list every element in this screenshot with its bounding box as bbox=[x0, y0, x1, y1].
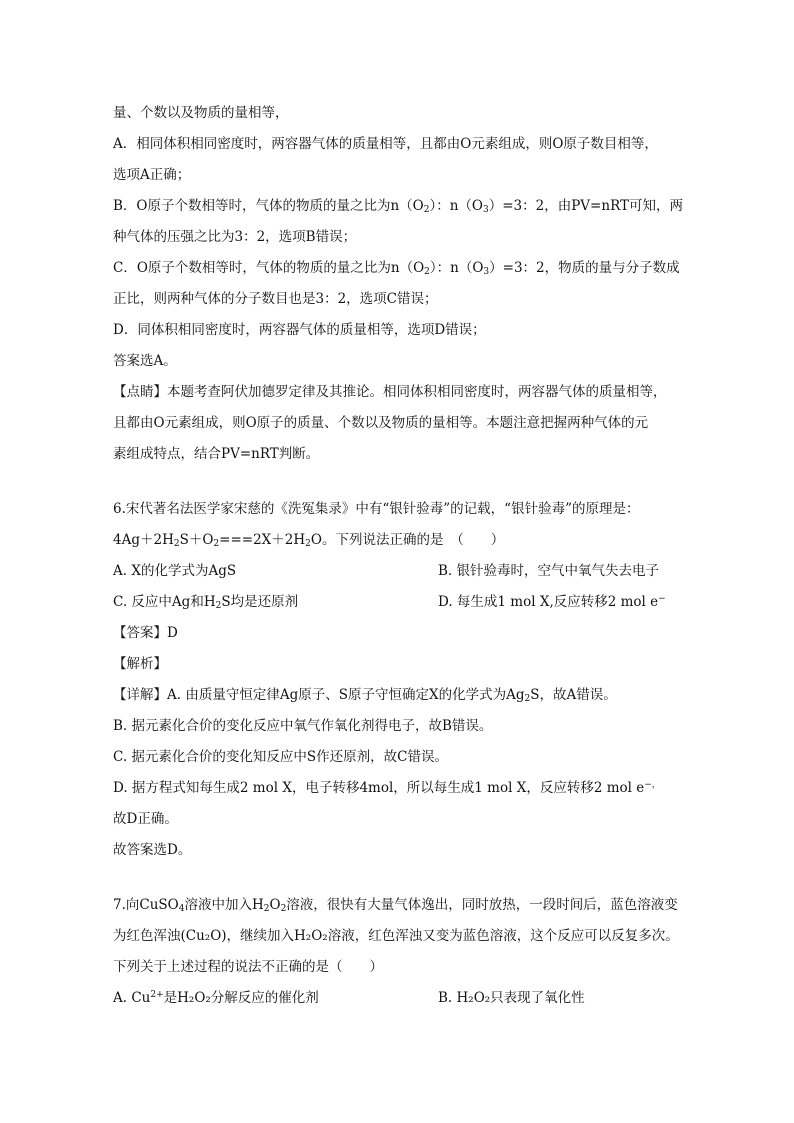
analysis-option-d-line1: D．同体积相同密度时，两容器气体的质量相等，选项D错误； bbox=[113, 322, 486, 338]
text-segment: ）=3：2，由PV=nRT可知，两 bbox=[488, 198, 683, 214]
analysis-answer: 答案选A。 bbox=[113, 353, 177, 369]
text-segment: 7.向CuSO bbox=[113, 897, 179, 913]
question-6-analysis-title: 【解析】 bbox=[113, 656, 167, 672]
text-segment: ）：n（O bbox=[429, 198, 483, 214]
question-6-option-b: B. 银针验毒时，空气中氧气失去电子 bbox=[438, 563, 660, 579]
subscript: 2 bbox=[423, 205, 430, 215]
text-segment: ）=3：2，物质的量与分子数成 bbox=[489, 260, 680, 276]
question-6-option-d bbox=[438, 587, 693, 618]
point-line1: 【点睛】本题考查阿伏加德罗定律及其推论。相同体积相同密度时，两容器气体的质量相等， bbox=[113, 384, 667, 400]
question-7-stem-line2: 为红色浑浊(Cu₂O)，继续加入H₂O₂溶液，红色浑浊又变为蓝色溶液，这个反应可以反复多次。 bbox=[113, 928, 679, 944]
analysis-option-c-line1 bbox=[113, 253, 693, 284]
subscript: 2 bbox=[263, 904, 270, 914]
subscript: 4 bbox=[178, 904, 185, 914]
text-segment: C．O原子个数相等时，气体的物质的量之比为n（O bbox=[113, 260, 425, 276]
question-7-stem-line1 bbox=[113, 890, 693, 921]
question-6-detail-d-line2: 故D正确。 bbox=[113, 811, 178, 827]
spacer bbox=[113, 470, 693, 494]
subscript: 2 bbox=[305, 539, 311, 549]
text-segment: 4Ag＋2H bbox=[113, 532, 174, 548]
subscript: 2 bbox=[280, 904, 287, 914]
superscript: 2+ bbox=[150, 990, 164, 1000]
text-segment: A. Cu bbox=[113, 990, 151, 1006]
subscript: 2 bbox=[215, 601, 222, 611]
point-line3: 素组成特点，结合PV=nRT判断。 bbox=[113, 446, 320, 462]
question-6-detail-b: B. 据元素化合价的变化反应中氧气作氧化剂得电子，故B错误。 bbox=[113, 718, 493, 734]
text-segment: B．O原子个数相等时，气体的物质的量之比为n（O bbox=[113, 198, 424, 214]
text-segment: ）：n（O bbox=[429, 260, 484, 276]
subscript: 2 bbox=[524, 694, 531, 704]
question-6-detail-d-line1 bbox=[113, 773, 693, 804]
subscript: 2 bbox=[424, 267, 430, 277]
point-line2: 且都由O元素组成，则O原子的质量、个数以及物质的量相等。本题注意把握两种气体的元 bbox=[113, 415, 649, 431]
analysis-option-b-line2: 种气体的压强之比为3：2，选项B错误； bbox=[113, 229, 357, 245]
analysis-intro: 量、个数以及物质的量相等， bbox=[113, 105, 289, 121]
analysis-option-c-line2: 正比，则两种气体的分子数目也是3：2，选项C错误； bbox=[113, 291, 438, 307]
question-6-option-a: A. X的化学式为AgS bbox=[113, 563, 237, 579]
question-6-stem: 6.宋代著名法医学家宋慈的《洗冤集录》中有“银针验毒”的记载，“银针验毒”的原理是： bbox=[113, 501, 640, 517]
subscript: 2 bbox=[213, 539, 220, 549]
analysis-option-a-line2: 选项A正确； bbox=[113, 167, 191, 183]
text-segment: D. 每生成1 mol X,反应转移2 mol e bbox=[438, 594, 659, 610]
analysis-option-a-line1: A．相同体积相同密度时，两容器气体的质量相等，且都由O元素组成，则O原子数目相等， bbox=[113, 136, 658, 152]
question-6-answer: 【答案】D bbox=[113, 625, 178, 641]
text-segment: 溶液中加入H bbox=[184, 897, 264, 913]
question-7-option-b: B. H₂O₂只表现了氧化性 bbox=[438, 990, 585, 1006]
text-segment: 溶液，很快有大量气体逸出，同时放热，一段时间后，蓝色溶液变 bbox=[286, 897, 678, 913]
text-segment: 是H₂O₂分解反应的催化剂 bbox=[163, 990, 319, 1006]
question-6-options-row2 bbox=[113, 587, 693, 618]
question-7-options-row1 bbox=[113, 983, 693, 1014]
subscript: 3 bbox=[483, 205, 489, 215]
question-7-stem-line3: 下列关于上述过程的说法不正确的是（ ） bbox=[113, 959, 383, 975]
question-6-conclusion: 故答案选D。 bbox=[113, 842, 192, 858]
text-segment: D. 据方程式知每生成2 mol X，电子转移4mol，所以每生成1 mol X，反应转移2 mol e bbox=[113, 780, 645, 796]
question-6-equation bbox=[113, 525, 693, 556]
question-6-option-c bbox=[113, 587, 438, 618]
text-segment: C. 反应中Ag和H bbox=[113, 594, 216, 610]
question-6-detail-c: C. 据元素化合价的变化知反应中S作还原剂，故C错误。 bbox=[113, 749, 449, 765]
spacer bbox=[113, 866, 693, 890]
question-6-options-row1 bbox=[113, 556, 693, 587]
text-segment: S，故A错误。 bbox=[530, 687, 617, 703]
subscript: 3 bbox=[483, 267, 490, 277]
text-segment: S均是还原剂 bbox=[221, 594, 299, 610]
text-segment: ===2X＋2H bbox=[219, 532, 306, 548]
analysis-option-b-line1 bbox=[113, 191, 693, 222]
text-segment: 【详解】A. 由质量守恒定律Ag原子、S原子守恒确定X的化学式为Ag bbox=[113, 687, 525, 703]
question-7-option-a bbox=[113, 983, 438, 1014]
text-segment: O bbox=[269, 897, 281, 913]
subscript: 2 bbox=[173, 539, 180, 549]
superscript: −， bbox=[644, 780, 661, 790]
superscript: − bbox=[658, 594, 666, 604]
document-content bbox=[113, 98, 693, 1014]
text-segment: O。下列说法正确的是 （ ） bbox=[310, 532, 505, 548]
text-segment: S＋O bbox=[179, 532, 214, 548]
question-6-detail-a bbox=[113, 680, 693, 711]
